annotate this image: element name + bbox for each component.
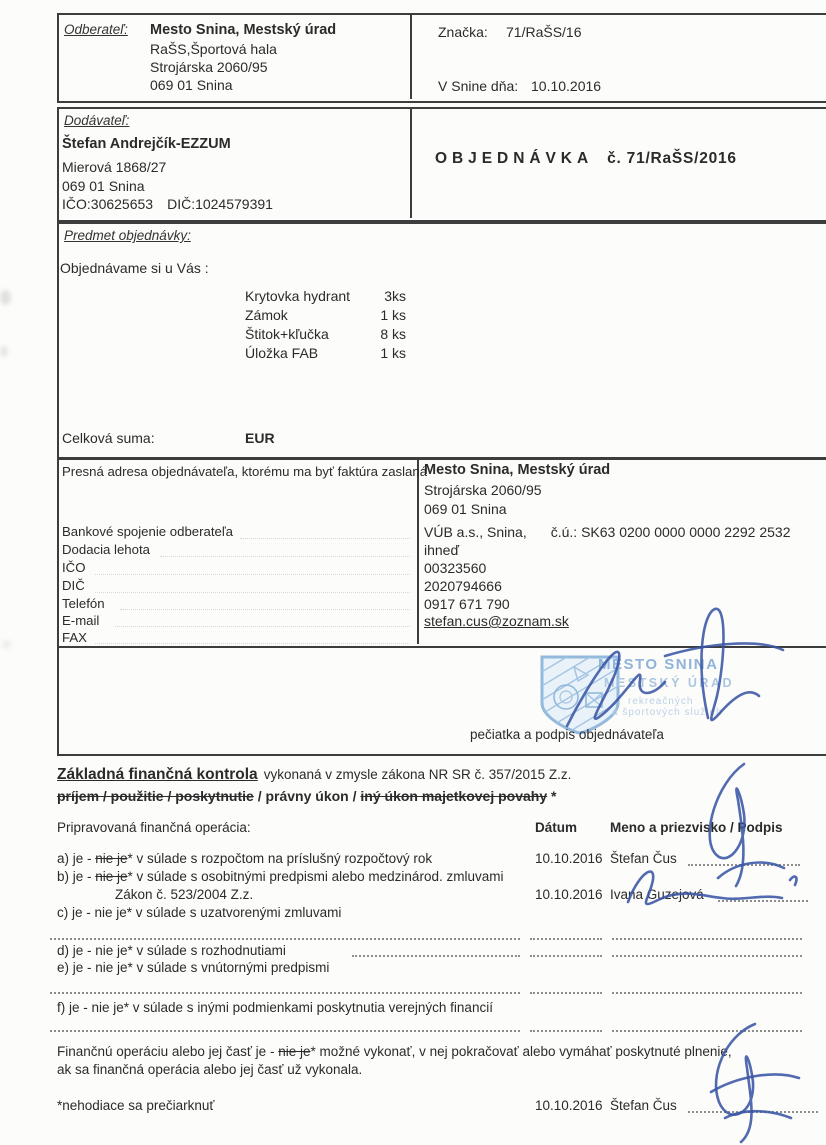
item-name: Zámok: [245, 307, 288, 323]
scan-artifact: [2, 640, 11, 649]
supplier-registration: [62, 196, 273, 212]
customer-section-label: Odberateľ:: [64, 22, 128, 37]
row-b-pre: b) je -: [57, 869, 96, 884]
control-row-d: d) je - nie je* v súlade s rozhodnutiami: [57, 943, 286, 958]
reference-label: Značka:: [438, 24, 488, 40]
blank-signature-dots: [612, 992, 802, 994]
billing-phone: 0917 671 790: [424, 596, 510, 612]
column-header-date: Dátum: [535, 820, 578, 835]
billing-delivery: ihneď: [424, 542, 460, 558]
item-name: Štitok+kľučka: [245, 326, 329, 342]
item-name: Krytovka hydrant: [245, 288, 351, 304]
order-title-word: OBJEDNÁVKA: [435, 150, 594, 167]
row-b-date: 10.10.2016: [535, 887, 603, 902]
control-footer-line1: [57, 1044, 732, 1059]
blank-date-dots: [530, 1030, 602, 1032]
billing-recipient-line2: Strojárska 2060/95: [424, 482, 542, 498]
total-currency: EUR: [245, 430, 275, 446]
blank-signature-dots: [612, 955, 802, 957]
control-operation-types: [57, 788, 556, 804]
supplier-section-label: Dodávateľ:: [64, 113, 130, 128]
row-a-struck: nie je: [95, 851, 128, 866]
control-row-e: e) je - nie je* v súlade s vnútornými predpismi: [57, 960, 330, 975]
row-a-pre: a) je -: [57, 851, 96, 866]
row-a-post: * v súlade s rozpočtom na príslušný rozpočtový rok: [127, 851, 433, 866]
billing-dic: 2020794666: [424, 578, 502, 594]
row-b-name: Ivana Guzejová: [610, 887, 704, 902]
billing-bank: VÚB a.s., Snina,: [424, 524, 527, 540]
supplier-box-divider: [410, 107, 412, 218]
billing-recipient-line3: 069 01 Snina: [424, 501, 507, 517]
row-b-subline: Zákon č. 523/2004 Z.z.: [115, 887, 254, 902]
subject-box: [57, 222, 826, 459]
supplier-address-line2: Mierová 1868/27: [62, 159, 167, 175]
blank-entry-dots: [50, 992, 520, 994]
blank-entry-dots: [50, 1030, 520, 1032]
row-d-trailing-dots: [352, 955, 520, 957]
control-row-f: f) je - nie je* v súlade s inými podmienkami poskytnutia verejných financií: [57, 1000, 493, 1015]
footer-struck: nie je: [278, 1044, 311, 1059]
subject-section-label: Predmet objednávky:: [64, 228, 191, 243]
operation-types-asterisk: *: [547, 788, 557, 804]
control-title-line: [57, 766, 571, 784]
billing-label-phone: Telefón: [62, 596, 105, 611]
billing-label-delivery: Dodacia lehota: [62, 542, 150, 557]
scan-artifact: [0, 290, 11, 305]
operation-type-legal: / právny úkon /: [253, 788, 361, 804]
blank-date-dots: [530, 992, 602, 994]
stamp-text-dept-line1: rekreačných: [628, 696, 694, 707]
billing-label-dic: DIČ: [62, 578, 85, 593]
customer-box-divider: [410, 13, 412, 99]
final-signature: [683, 1018, 823, 1145]
stamp-text-dept-line2: a športových služieb: [612, 707, 723, 718]
item-qty: 8 ks: [380, 326, 406, 342]
control-footer-line2: ak sa finančná operácia alebo jej časť už vykonala.: [57, 1062, 363, 1077]
footer-pre: Finančnú operáciu alebo jej časť je -: [57, 1044, 279, 1059]
blank-signature-dots: [612, 938, 802, 940]
column-header-name-signature: Meno a priezvisko / Podpis: [610, 820, 783, 835]
billing-label-email: E-mail: [62, 613, 100, 628]
item-qty: 3ks: [384, 288, 406, 304]
order-title: [435, 150, 737, 168]
row-b-post: * v súlade s osobitnými predpismi alebo medzinárod. zmluvami: [127, 869, 504, 884]
control-row-a: [57, 851, 432, 866]
total-label: Celková suma:: [62, 430, 155, 446]
supplier-dic: DIČ:1024579391: [167, 196, 273, 212]
approver-signature-b: [610, 858, 810, 916]
customer-name: Mesto Snina, Mestský úrad: [150, 22, 337, 38]
row-b-struck: nie je: [95, 869, 128, 884]
billing-ico: 00323560: [424, 560, 487, 576]
footer-post: * možné vykonať, v nej pokračovať alebo vymáhať poskytnuté plnenie,: [310, 1044, 732, 1059]
customer-address-line4: 069 01 Snina: [150, 77, 233, 93]
ruled-line: [120, 609, 410, 610]
reference-value: 71/RaŠS/16: [506, 24, 582, 40]
strikeout-note: *nehodiace sa prečiarknuť: [57, 1098, 215, 1113]
customer-address-line3: Strojárska 2060/95: [150, 59, 268, 75]
ruled-line: [95, 592, 410, 593]
billing-email-link[interactable]: stefan.cus@zoznam.sk: [424, 613, 569, 629]
billing-bank-row: [424, 524, 790, 540]
ruled-line: [160, 556, 410, 557]
ruled-line: [95, 643, 410, 644]
subject-intro: Objednávame si u Vás :: [60, 260, 209, 276]
supplier-name: Štefan Andrejčík-EZZUM: [62, 136, 231, 152]
stamp-text-office: MESTSKÝ ÚRAD: [604, 676, 735, 690]
scan-artifact: [0, 346, 8, 357]
blank-entry-dots: [50, 938, 520, 940]
control-title: Základná finančná kontrola: [57, 766, 258, 783]
ruled-line: [95, 574, 410, 575]
blank-date-dots: [530, 938, 602, 940]
item-qty: 1 ks: [380, 307, 406, 323]
billing-box-divider: [417, 458, 419, 644]
billing-label-bank: Bankové spojenie odberateľa: [62, 524, 234, 539]
item-name: Úložka FAB: [245, 345, 319, 361]
struck-operation-types-2: iný úkon majetkovej povahy: [360, 788, 548, 804]
billing-label-fax: FAX: [62, 630, 87, 645]
control-row-c: c) je - nie je* v súlade s uzatvorenými zmluvami: [57, 905, 342, 920]
control-row-b: [57, 869, 503, 884]
ruled-line: [240, 538, 410, 539]
date-value: 10.10.2016: [531, 78, 602, 94]
item-qty: 1 ks: [380, 345, 406, 361]
date-label: V Snine dňa:: [438, 78, 519, 94]
row-a-date: 10.10.2016: [535, 851, 603, 866]
final-name: Štefan Čus: [610, 1098, 677, 1113]
control-title-suffix: vykonaná v zmysle zákona NR SR č. 357/2015 Z.z.: [263, 767, 572, 782]
supplier-address-line3: 069 01 Snina: [62, 178, 145, 194]
billing-account: č.ú.: SK63 0200 0000 0000 2292 2532: [550, 524, 791, 540]
stamp-caption: pečiatka a podpis objednávateľa: [470, 727, 664, 742]
supplier-ico: IČO:30625653: [62, 196, 154, 212]
billing-label-ico: IČO: [62, 560, 86, 575]
billing-address-label: Presná adresa objednávateľa, ktorému ma byť faktúra zaslaná: [62, 464, 428, 479]
stamp-text-city: MESTO SNINA: [598, 656, 719, 673]
billing-recipient-name: Mesto Snina, Mestský úrad: [424, 462, 611, 478]
order-title-number: č. 71/RaŠS/2016: [607, 150, 737, 167]
struck-operation-types-1: príjem / použitie / poskytnutie: [57, 788, 254, 804]
final-date: 10.10.2016: [535, 1098, 603, 1113]
ruled-line: [115, 626, 410, 627]
row-a-name: Štefan Čus: [610, 851, 677, 866]
customer-address-line2: RaŠS,Športová hala: [150, 41, 277, 57]
blank-date-dots: [530, 955, 602, 957]
orderer-signature: [545, 598, 790, 746]
prepared-operation-label: Pripravovaná finančná operácia:: [57, 820, 251, 835]
